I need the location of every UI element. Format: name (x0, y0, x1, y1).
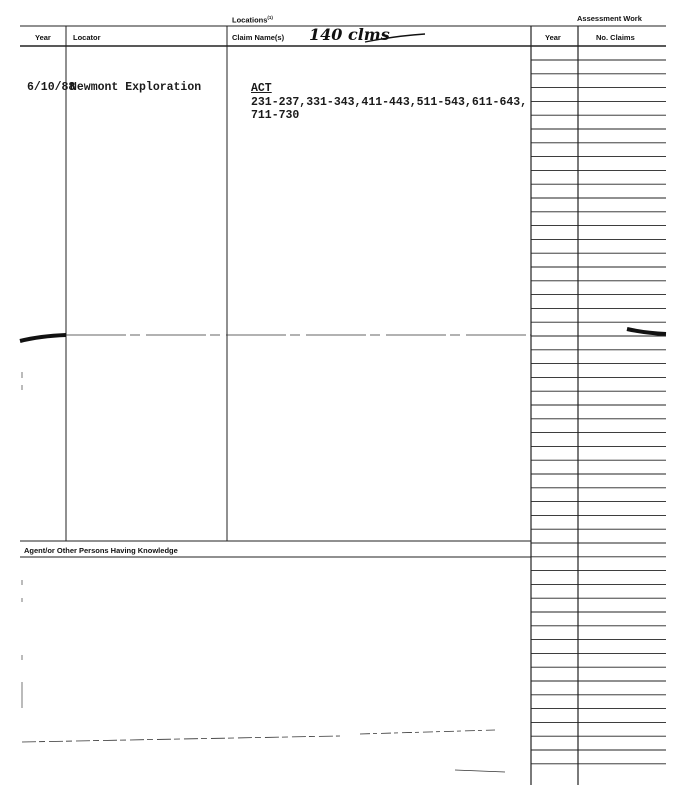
entry-claims-line-2: 711-730 (251, 109, 300, 122)
entry-claim-prefix: ACT (251, 82, 272, 95)
col-locator-header: Locator (73, 33, 101, 42)
entry-locator: Newmont Exploration (70, 81, 202, 94)
locations-footnote-mark: (1) (267, 15, 273, 20)
col-no-claims-header: No. Claims (596, 33, 635, 42)
assessment-work-header: Assessment Work (577, 14, 642, 23)
agent-section-label: Agent/or Other Persons Having Knowledge (24, 546, 178, 555)
locations-header: Locations$^{(1)}$ (232, 15, 273, 25)
entry-claims-line-1: 231-237,331-343,411-443,511-543,611-643, (251, 96, 528, 109)
col-year-header: Year (35, 33, 51, 42)
entry-date: 6/10/88 (27, 81, 76, 94)
col-claim-names-header: Claim Name(s) (232, 33, 285, 42)
col-assess-year-header: Year (545, 33, 561, 42)
handwritten-claim-count: 140 clms (309, 25, 390, 44)
